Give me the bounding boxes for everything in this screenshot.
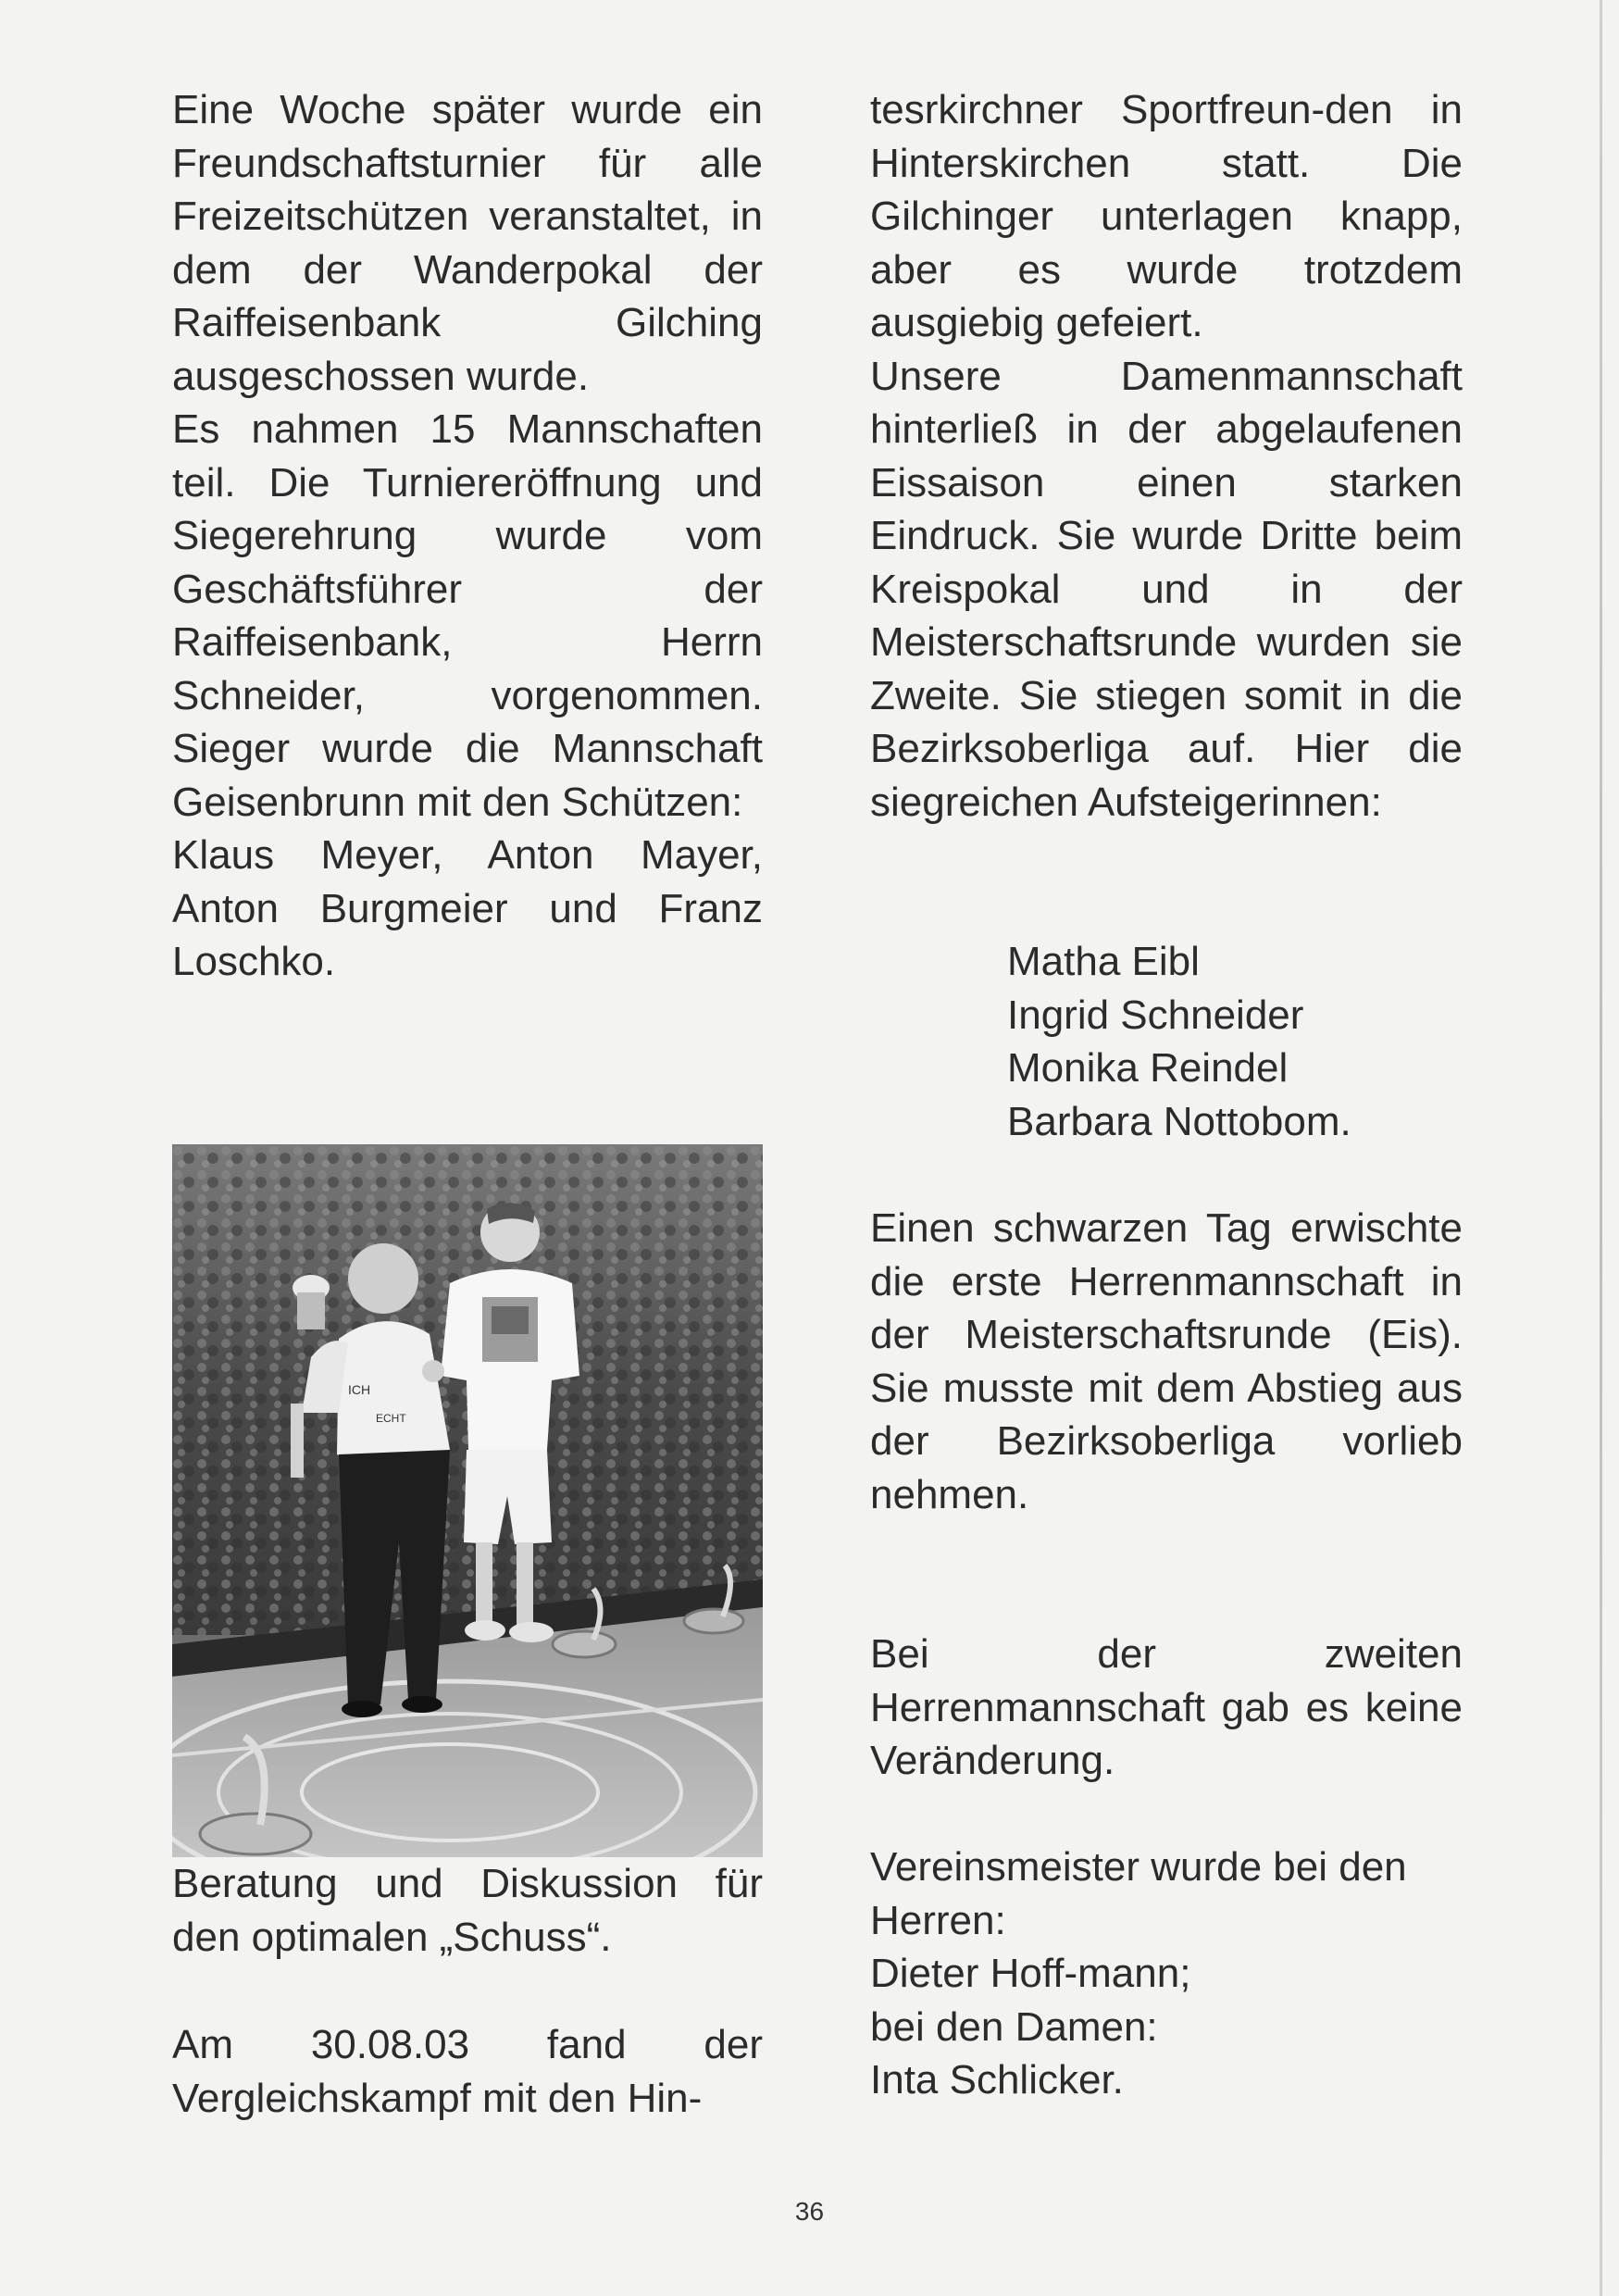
right-paragraph-4: Bei der zweiten Herrenmannschaft gab es keine Veränderung.	[870, 1631, 1463, 1783]
team-name: Matha Eibl	[1007, 939, 1200, 984]
left-paragraph-2: Es nahmen 15 Mannschaften teil. Die Turniereröffnung und Siegerehrung wurde vom Geschäftsführer der Raiffeisenbank, Herrn Schneider, vorgenommen. Sieger wurde die Mannschaft Geisenbrunn mit den Schützen:	[172, 406, 763, 825]
club-champion-line: Dieter Hoff-mann;	[870, 1951, 1191, 1996]
page-edge	[1600, 0, 1602, 2296]
left-paragraph-4: Am 30.08.03 fand der Vergleichskampf mit den Hin-	[172, 2022, 763, 2121]
team-name: Ingrid Schneider	[1007, 992, 1304, 1038]
shirt-print-text-2: ECHT	[376, 1412, 406, 1425]
club-champion-line: Inta Schlicker.	[870, 2057, 1124, 2103]
team-name: Barbara Nottobom.	[1007, 1098, 1351, 1144]
right-paragraph-5	[870, 1841, 1463, 2107]
left-paragraph-1: Eine Woche später wurde ein Freundschaftsturnier für alle Freizeitschützen veranstaltet, in dem der Wanderpokal der Raiffeisenbank Gilching ausgeschossen wurde.	[172, 87, 763, 399]
right-paragraph-1: tesrkirchner Sportfreun-den in Hinterskirchen statt. Die Gilchinger unterlagen knapp, aber es wurde trotzdem ausgiebig gefeiert.	[870, 87, 1463, 345]
club-champion-line: Vereinsmeister wurde bei den Herren:	[870, 1844, 1407, 1943]
team-names-list	[1007, 935, 1351, 1148]
right-column	[870, 83, 1463, 829]
club-champion-line: bei den Damen:	[870, 2003, 1158, 2050]
left-column	[172, 83, 763, 989]
photo-curling-players	[172, 1144, 763, 1857]
photo-caption: Beratung und Diskussion für den optimalen „Schuss“.	[172, 1861, 763, 1960]
page-number: 36	[794, 2197, 825, 2226]
shirt-print-text: ICH	[348, 1382, 371, 1397]
right-paragraph-3: Einen schwarzen Tag erwischte die erste Herrenmannschaft in der Meisterschaftsrunde (Eis). Sie musste mit dem Abstieg aus der Bezirksoberliga vorlieb nehmen.	[870, 1205, 1463, 1517]
team-name: Monika Reindel	[1007, 1045, 1289, 1091]
right-paragraph-2: Unsere Damenmannschaft hinterließ in der abgelaufenen Eissaison einen starken Eindruck. Sie wurde Dritte beim Kreispokal und in der Meisterschaftsrunde wurden sie Zweite. Sie stiegen somit in die Bezirksoberliga auf. Hier die siegreichen Aufsteigerinnen:	[870, 353, 1463, 825]
left-paragraph-3: Klaus Meyer, Anton Mayer, Anton Burgmeier und Franz Loschko.	[172, 832, 763, 984]
